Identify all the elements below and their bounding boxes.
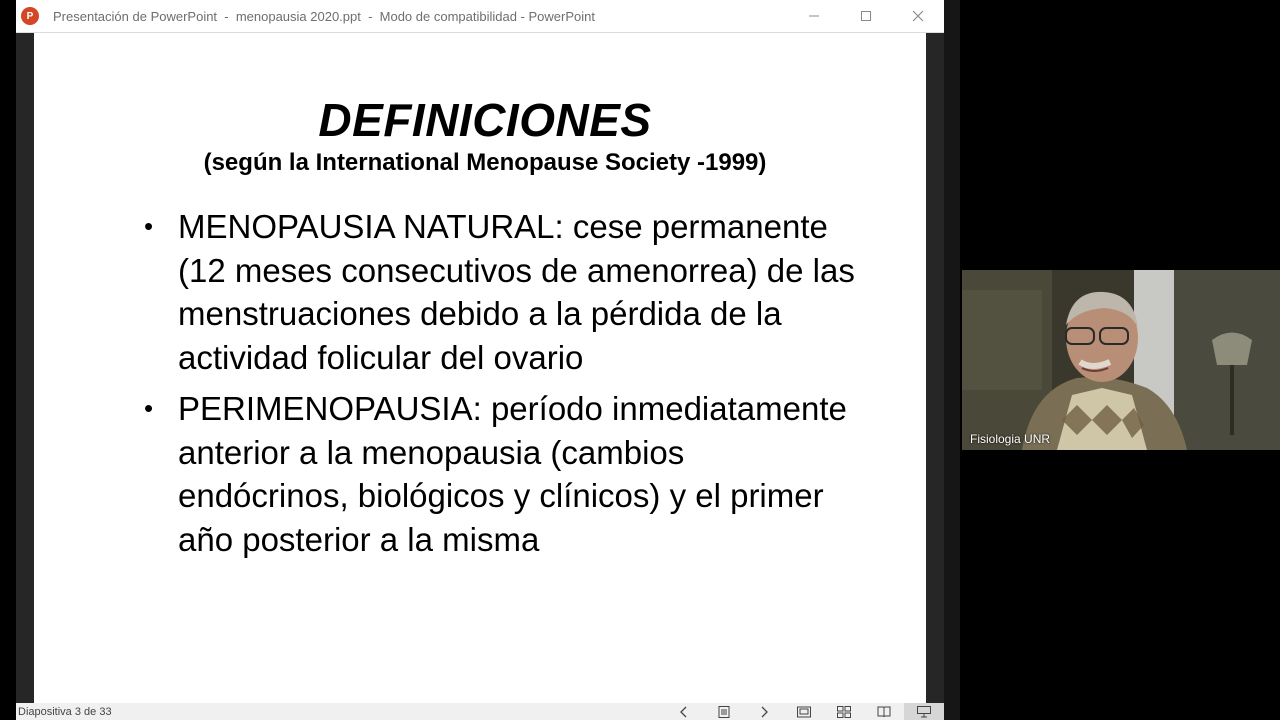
title-bar bbox=[16, 0, 944, 33]
close-button[interactable] bbox=[892, 0, 944, 32]
slide-sorter-button[interactable] bbox=[824, 703, 864, 720]
bullet-item bbox=[144, 205, 864, 379]
bullet-marker: • bbox=[144, 393, 154, 423]
next-slide-button[interactable] bbox=[744, 703, 784, 720]
minimize-button[interactable] bbox=[788, 0, 840, 32]
normal-view-button[interactable] bbox=[784, 703, 824, 720]
participant-name: Fisiologia UNR bbox=[970, 432, 1051, 446]
bullet-text: PERIMENOPAUSIA: período inmediatamente anterior a la menopausia (cambios endócrinos, biológicos y clínicos) y el primer año posterior a la misma bbox=[178, 390, 847, 558]
window-edge bbox=[944, 0, 960, 720]
previous-slide-button[interactable] bbox=[664, 703, 704, 720]
slide-title: DEFINICIONES bbox=[318, 94, 652, 146]
notes-button[interactable] bbox=[704, 703, 744, 720]
previous-icon bbox=[677, 706, 691, 718]
slideshow-button[interactable] bbox=[904, 703, 944, 720]
participant-video bbox=[962, 270, 1280, 450]
powerpoint-icon: P bbox=[21, 7, 39, 25]
bullet-list bbox=[144, 205, 864, 569]
status-bar bbox=[16, 703, 944, 720]
window-controls bbox=[788, 0, 944, 32]
notes-icon bbox=[717, 706, 731, 718]
slide-area bbox=[16, 33, 944, 703]
video-thumbnail[interactable] bbox=[962, 270, 1280, 450]
normal-view-icon bbox=[797, 706, 811, 718]
bullet-item bbox=[144, 387, 864, 561]
window-title: Presentación de PowerPoint - menopausia 2020.ppt - Modo de compatibilidad - PowerPoint bbox=[53, 8, 595, 24]
slideshow-icon bbox=[917, 706, 931, 718]
slide-sorter-icon bbox=[837, 706, 851, 718]
maximize-icon bbox=[860, 10, 872, 22]
minimize-icon bbox=[808, 10, 820, 22]
maximize-button[interactable] bbox=[840, 0, 892, 32]
slide[interactable] bbox=[34, 33, 926, 703]
reading-view-button[interactable] bbox=[864, 703, 904, 720]
powerpoint-window bbox=[16, 0, 944, 720]
slide-subtitle: (según la International Menopause Society -1999) bbox=[203, 149, 767, 176]
next-icon bbox=[757, 706, 771, 718]
bullet-text: MENOPAUSIA NATURAL: cese permanente (12 meses consecutivos de amenorrea) de las menstruaciones debido a la pérdida de la actividad folicular del ovario bbox=[178, 208, 855, 376]
view-controls bbox=[664, 703, 944, 720]
bullet-marker: • bbox=[144, 211, 154, 241]
close-icon bbox=[912, 10, 924, 22]
reading-view-icon bbox=[877, 706, 891, 718]
slide-counter: Diapositiva 3 de 33 bbox=[18, 705, 112, 718]
